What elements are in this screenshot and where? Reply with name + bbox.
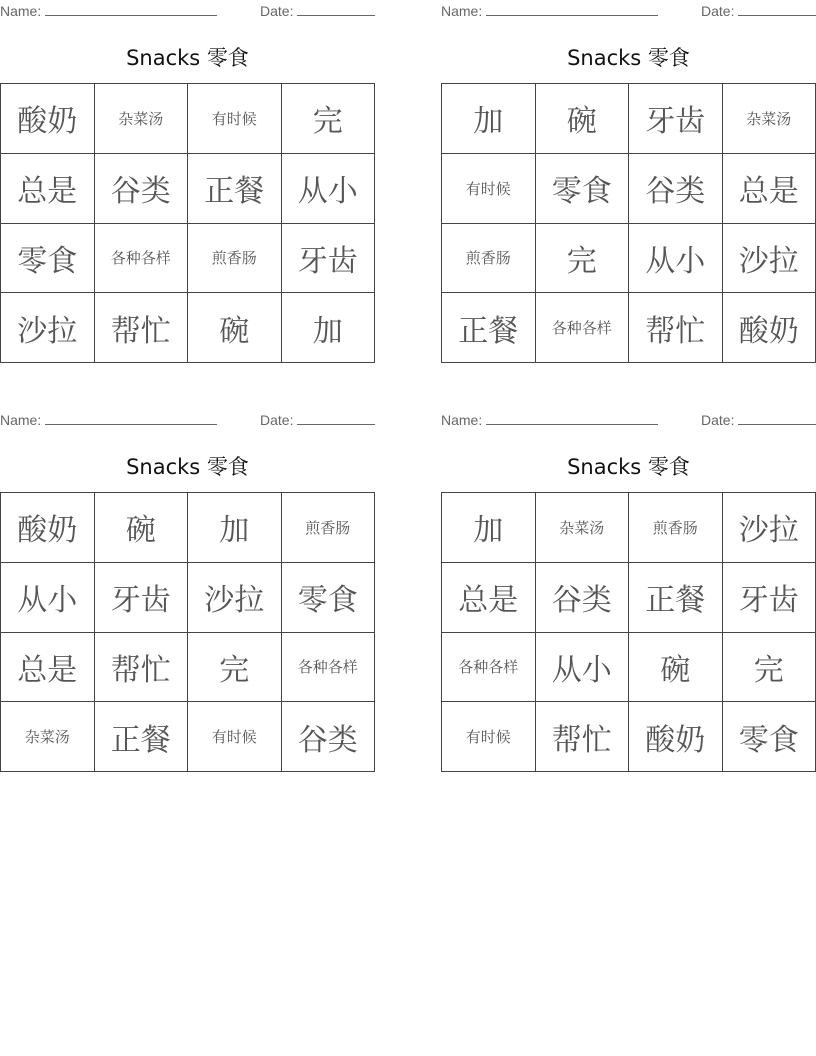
date-line	[260, 411, 375, 428]
bingo-grid	[0, 83, 375, 363]
card-title: Snacks 零食	[126, 455, 249, 479]
bingo-cell: 加	[282, 293, 376, 363]
bingo-cell: 杂菜汤	[536, 493, 630, 563]
name-label: Name:	[441, 412, 483, 428]
bingo-cell: 从小	[629, 224, 723, 294]
bingo-cell: 正餐	[188, 154, 282, 224]
bingo-cell: 牙齿	[95, 563, 189, 633]
bingo-cell: 杂菜汤	[95, 84, 189, 154]
bingo-cell: 零食	[1, 224, 95, 294]
bingo-cell: 煎香肠	[442, 224, 536, 294]
bingo-card	[0, 0, 375, 370]
bingo-cell: 碗	[536, 84, 630, 154]
bingo-cell: 帮忙	[629, 293, 723, 363]
name-line	[441, 2, 658, 19]
bingo-cell: 加	[442, 84, 536, 154]
bingo-cell: 正餐	[442, 293, 536, 363]
date-label: Date:	[260, 412, 294, 428]
date-line	[260, 2, 375, 19]
bingo-cell: 碗	[188, 293, 282, 363]
bingo-card	[0, 409, 375, 779]
date-blank	[738, 411, 816, 425]
bingo-cell: 各种各样	[95, 224, 189, 294]
card-title: Snacks 零食	[567, 455, 690, 479]
bingo-cell: 杂菜汤	[1, 702, 95, 772]
bingo-cell: 沙拉	[723, 493, 816, 563]
name-blank	[486, 2, 658, 16]
bingo-cell: 煎香肠	[188, 224, 282, 294]
bingo-cell: 谷类	[282, 702, 376, 772]
bingo-grid	[441, 492, 816, 772]
bingo-cell: 帮忙	[95, 633, 189, 703]
name-line	[0, 411, 217, 428]
bingo-cell: 各种各样	[536, 293, 630, 363]
bingo-cell: 谷类	[629, 154, 723, 224]
bingo-cell: 帮忙	[95, 293, 189, 363]
bingo-grid	[0, 492, 375, 772]
name-blank	[45, 2, 217, 16]
bingo-cell: 有时候	[442, 154, 536, 224]
bingo-cell: 沙拉	[1, 293, 95, 363]
bingo-cell: 完	[536, 224, 630, 294]
bingo-cell: 从小	[282, 154, 376, 224]
bingo-cell: 杂菜汤	[723, 84, 816, 154]
bingo-cell: 各种各样	[442, 633, 536, 703]
bingo-cell: 完	[188, 633, 282, 703]
date-blank	[297, 411, 375, 425]
bingo-cell: 碗	[95, 493, 189, 563]
bingo-cell: 正餐	[95, 702, 189, 772]
bingo-cell: 牙齿	[629, 84, 723, 154]
name-label: Name:	[0, 412, 42, 428]
bingo-cell: 有时候	[188, 702, 282, 772]
bingo-cell: 煎香肠	[282, 493, 376, 563]
bingo-cell: 酸奶	[723, 293, 816, 363]
bingo-cell: 零食	[536, 154, 630, 224]
date-label: Date:	[701, 412, 735, 428]
bingo-cell: 沙拉	[723, 224, 816, 294]
bingo-cell: 帮忙	[536, 702, 630, 772]
date-blank	[738, 2, 816, 16]
bingo-cell: 零食	[282, 563, 376, 633]
bingo-cell: 煎香肠	[629, 493, 723, 563]
name-line	[0, 2, 217, 19]
bingo-cell: 从小	[536, 633, 630, 703]
bingo-grid	[441, 83, 816, 363]
bingo-cell: 酸奶	[629, 702, 723, 772]
bingo-cell: 牙齿	[723, 563, 816, 633]
bingo-cell: 总是	[1, 154, 95, 224]
bingo-cell: 零食	[723, 702, 816, 772]
bingo-cell: 正餐	[629, 563, 723, 633]
name-label: Name:	[0, 3, 42, 19]
name-blank	[486, 411, 658, 425]
date-line	[701, 2, 816, 19]
bingo-cell: 有时候	[188, 84, 282, 154]
bingo-cell: 谷类	[95, 154, 189, 224]
card-title: Snacks 零食	[567, 46, 690, 70]
name-blank	[45, 411, 217, 425]
bingo-cell: 有时候	[442, 702, 536, 772]
card-title: Snacks 零食	[126, 46, 249, 70]
date-line	[701, 411, 816, 428]
name-line	[441, 411, 658, 428]
bingo-cell: 加	[442, 493, 536, 563]
bingo-cell: 完	[723, 633, 816, 703]
bingo-cell: 总是	[1, 633, 95, 703]
bingo-cell: 从小	[1, 563, 95, 633]
bingo-cell: 总是	[442, 563, 536, 633]
date-label: Date:	[701, 3, 735, 19]
bingo-cell: 牙齿	[282, 224, 376, 294]
bingo-cell: 碗	[629, 633, 723, 703]
bingo-cell: 完	[282, 84, 376, 154]
bingo-cell: 各种各样	[282, 633, 376, 703]
bingo-cell: 沙拉	[188, 563, 282, 633]
date-blank	[297, 2, 375, 16]
name-label: Name:	[441, 3, 483, 19]
bingo-card	[441, 0, 816, 370]
bingo-cell: 谷类	[536, 563, 630, 633]
bingo-cell: 酸奶	[1, 84, 95, 154]
bingo-cell: 总是	[723, 154, 816, 224]
date-label: Date:	[260, 3, 294, 19]
bingo-cell: 加	[188, 493, 282, 563]
bingo-cell: 酸奶	[1, 493, 95, 563]
bingo-card	[441, 409, 816, 779]
